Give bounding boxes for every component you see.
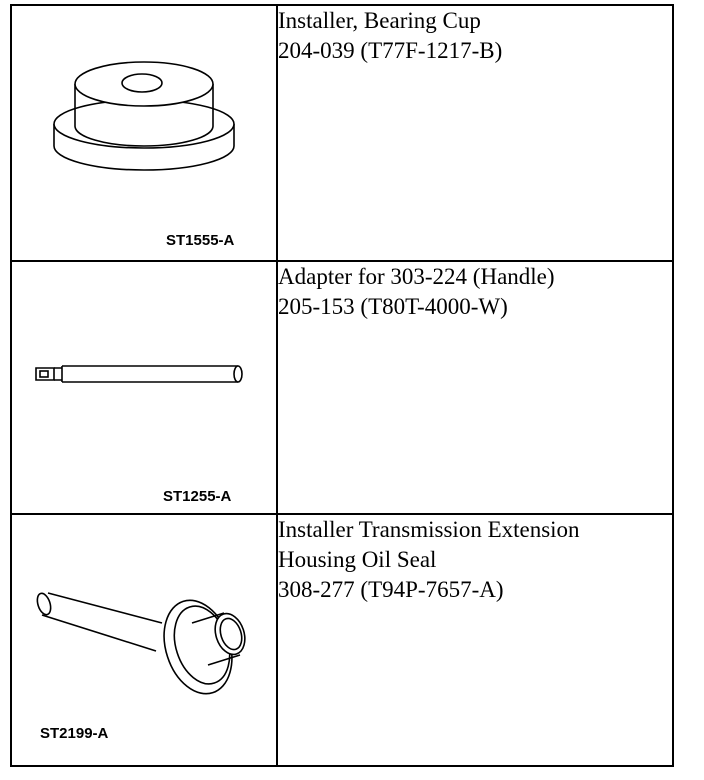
tool-row bbox=[11, 5, 673, 261]
tool-row bbox=[11, 261, 673, 514]
tool-illustration-cell bbox=[11, 5, 277, 261]
handle-adapter-icon bbox=[12, 262, 276, 513]
tool-name: Installer Transmission Extension bbox=[278, 517, 580, 542]
special-tools-table bbox=[10, 4, 674, 767]
tool-illustration-cell bbox=[11, 261, 277, 514]
tool-name: Adapter for 303-224 (Handle) bbox=[278, 264, 555, 289]
tool-row bbox=[11, 514, 673, 766]
tool-description-cell bbox=[277, 261, 673, 514]
illustration-code: ST2199-A bbox=[40, 725, 109, 742]
illustration-code: ST1555-A bbox=[166, 232, 235, 249]
tool-name: Installer, Bearing Cup bbox=[278, 8, 481, 33]
tool-number: 204-039 (T77F-1217-B) bbox=[278, 38, 503, 63]
tool-number: 205-153 (T80T-4000-W) bbox=[278, 294, 508, 319]
tool-number: 308-277 (T94P-7657-A) bbox=[278, 577, 504, 602]
bearing-cup-installer-icon bbox=[12, 6, 276, 260]
tool-name-continued: Housing Oil Seal bbox=[278, 547, 437, 572]
tool-description-cell bbox=[277, 5, 673, 261]
tool-description-cell bbox=[277, 514, 673, 766]
tool-illustration-cell bbox=[11, 514, 277, 766]
illustration-code: ST1255-A bbox=[163, 488, 232, 505]
